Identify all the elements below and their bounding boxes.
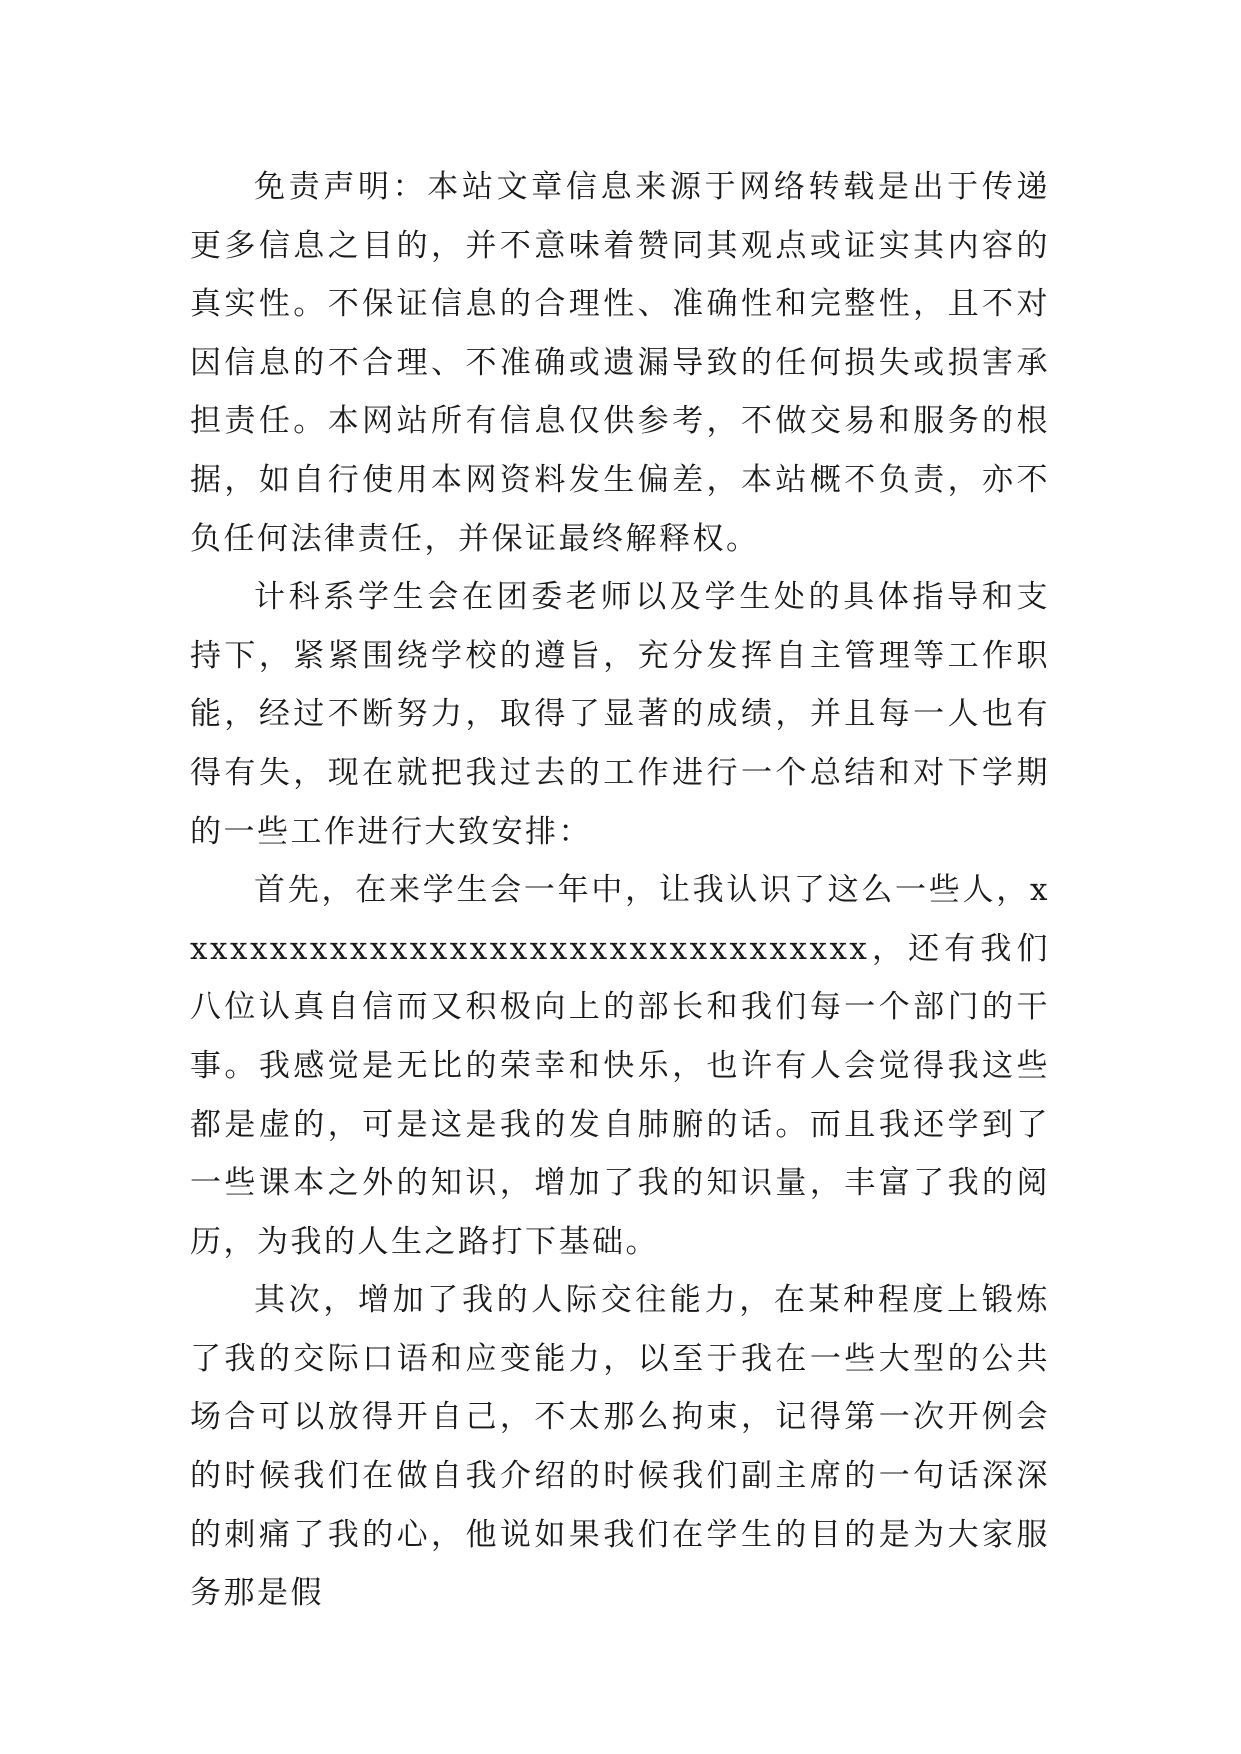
paragraph-second-point: 其次，增加了我的人际交往能力，在某种程度上锻炼了我的交际口语和应变能力，以至于我在一些大型的公共场合可以放得开自己，不太那么拘束，记得第一次开例会的时候我们在做自我介绍的时候我们副主席的一句话深深的刺痛了我的心，他说如果我们在学生的目的是为大家服务那是假	[190, 1282, 1050, 1612]
document-body	[190, 158, 1050, 1623]
paragraph-introduction: 计科系学生会在团委老师以及学生处的具体指导和支持下，紧紧围绕学校的遵旨，充分发挥自主管理等工作职能，经过不断努力，取得了显著的成绩，并且每一人也有得有失，现在就把我过去的工作进行一个总结和对下学期的一些工作进行大致安排：	[190, 579, 1050, 850]
paragraph-first-point: 首先，在来学生会一年中，让我认识了这么一些人，xxxxxxxxxxxxxxxxxxxxxxxxxxxxxxxxxxx，还有我们八位认真自信而又积极向上的部长和我们每一个部门的干事。我感觉是无比的荣幸和快乐，也许有人会觉得我这些都是虚的，可是这是我的发自肺腑的话。而且我还学到了一些课本之外的知识，增加了我的知识量，丰富了我的阅历，为我的人生之路打下基础。	[190, 872, 1050, 1260]
paragraph-disclaimer: 免责声明：本站文章信息来源于网络转载是出于传递更多信息之目的，并不意味着赞同其观点或证实其内容的真实性。不保证信息的合理性、准确性和完整性，且不对因信息的不合理、不准确或遗漏导致的任何损失或损害承担责任。本网站所有信息仅供参考，不做交易和服务的根据，如自行使用本网资料发生偏差，本站概不负责，亦不负任何法律责任，并保证最终解释权。	[190, 169, 1050, 557]
